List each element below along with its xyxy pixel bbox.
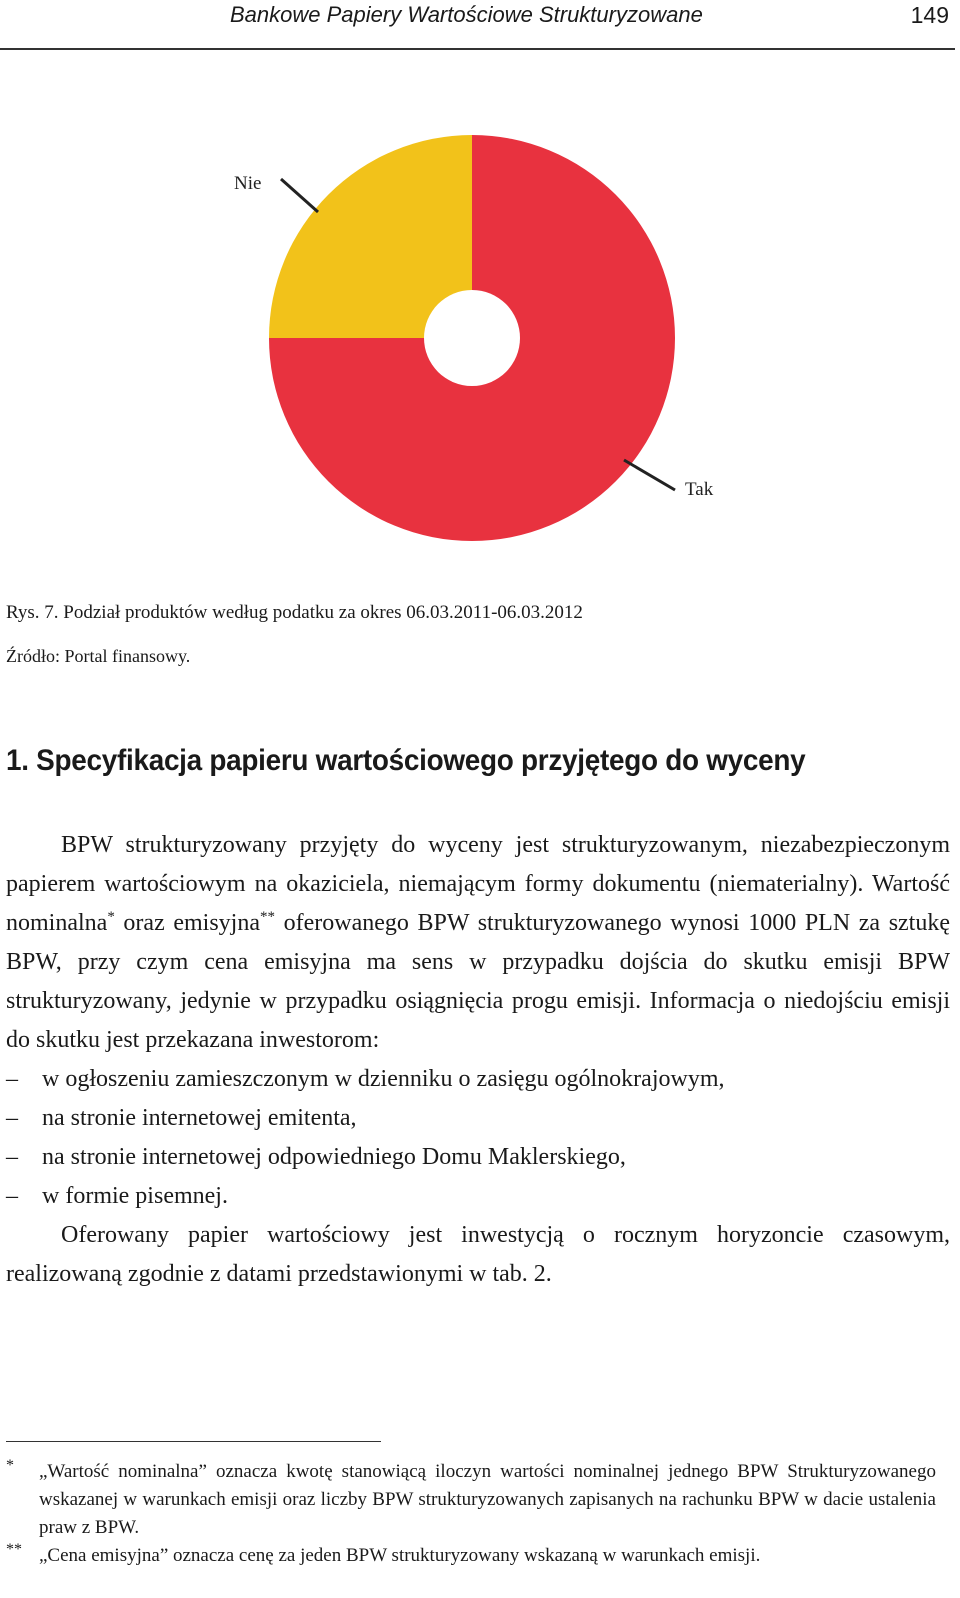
list-item: – na stronie internetowej emitenta, bbox=[6, 1099, 950, 1138]
section-heading: 1. Specyfikacja papieru wartościowego przyjętego do wyceny bbox=[6, 744, 806, 777]
paragraph-1-part-b: oraz emisyjna bbox=[114, 910, 260, 936]
footnote-text: „Wartość nominalna” oznacza kwotę stanowiącą iloczyn wartości nominalnej jednego BPW Strukturyzowanego wskazanej w warunkach emisji oraz liczby BPW strukturyzowanych zapisanych na rachunku BPW w dacie ustalenia praw z BPW. bbox=[39, 1461, 936, 1538]
label-leader-nie bbox=[281, 179, 318, 212]
footnote-ref-2: ** bbox=[260, 909, 275, 925]
label-nie: Nie bbox=[234, 173, 262, 194]
label-tak: Tak bbox=[685, 479, 714, 500]
paragraph-1-part-a: BPW strukturyzowany przyjęty do wyceny jest strukturyzowanym, niezabezpieczonym papierem wartościowym na okaziciela, niemającym formy dokumentu (niematerialny). Wartość nominalna bbox=[6, 832, 950, 936]
dash-list bbox=[6, 1060, 950, 1216]
figure-caption: Rys. 7. Podział produktów według podatku za okres 06.03.2011-06.03.2012 bbox=[6, 602, 583, 623]
running-title: Bankowe Papiery Wartościowe Strukturyzowane bbox=[230, 2, 703, 27]
donut-hole bbox=[424, 290, 520, 386]
footnote-ref-1: * bbox=[107, 909, 115, 925]
footnote-1 bbox=[6, 1458, 936, 1542]
paragraph-2: Oferowany papier wartościowy jest inwestycją o rocznym horyzoncie czasowym, realizowaną zgodnie z datami przedstawionymi w tab. 2. bbox=[6, 1222, 950, 1287]
page-header bbox=[0, 0, 955, 50]
body-text bbox=[6, 826, 950, 1294]
paragraph-1 bbox=[6, 826, 950, 1060]
footnotes bbox=[6, 1458, 936, 1570]
footnote-mark: ** bbox=[6, 1541, 22, 1558]
footnote-2 bbox=[6, 1542, 936, 1570]
footnote-mark: * bbox=[6, 1457, 14, 1474]
label-leader-tak bbox=[624, 460, 675, 490]
donut-chart bbox=[0, 100, 960, 560]
page-number: 149 bbox=[910, 2, 949, 28]
footnote-text: „Cena emisyjna” oznacza cenę za jeden BPW strukturyzowany wskazaną w warunkach emisji. bbox=[39, 1545, 761, 1566]
footnote-rule bbox=[6, 1441, 381, 1442]
figure-source: Źródło: Portal finansowy. bbox=[6, 646, 191, 666]
list-item: – w ogłoszeniu zamieszczonym w dzienniku o zasięgu ogólnokrajowym, bbox=[6, 1060, 950, 1099]
paragraph-1-part-c: oferowanego BPW strukturyzowanego wynosi 1000 PLN za sztukę BPW, przy czym cena emisyjna ma sens w przypadku dojścia do skutku emisji BPW strukturyzowany, jedynie w przypadku osiągnięcia progu emisji. Informacja o niedojściu emisji do skutku jest przekazana inwestorom: bbox=[6, 910, 951, 1053]
list-item: – na stronie internetowej odpowiedniego Domu Maklerskiego, bbox=[6, 1138, 950, 1177]
list-item: – w formie pisemnej. bbox=[6, 1177, 950, 1216]
